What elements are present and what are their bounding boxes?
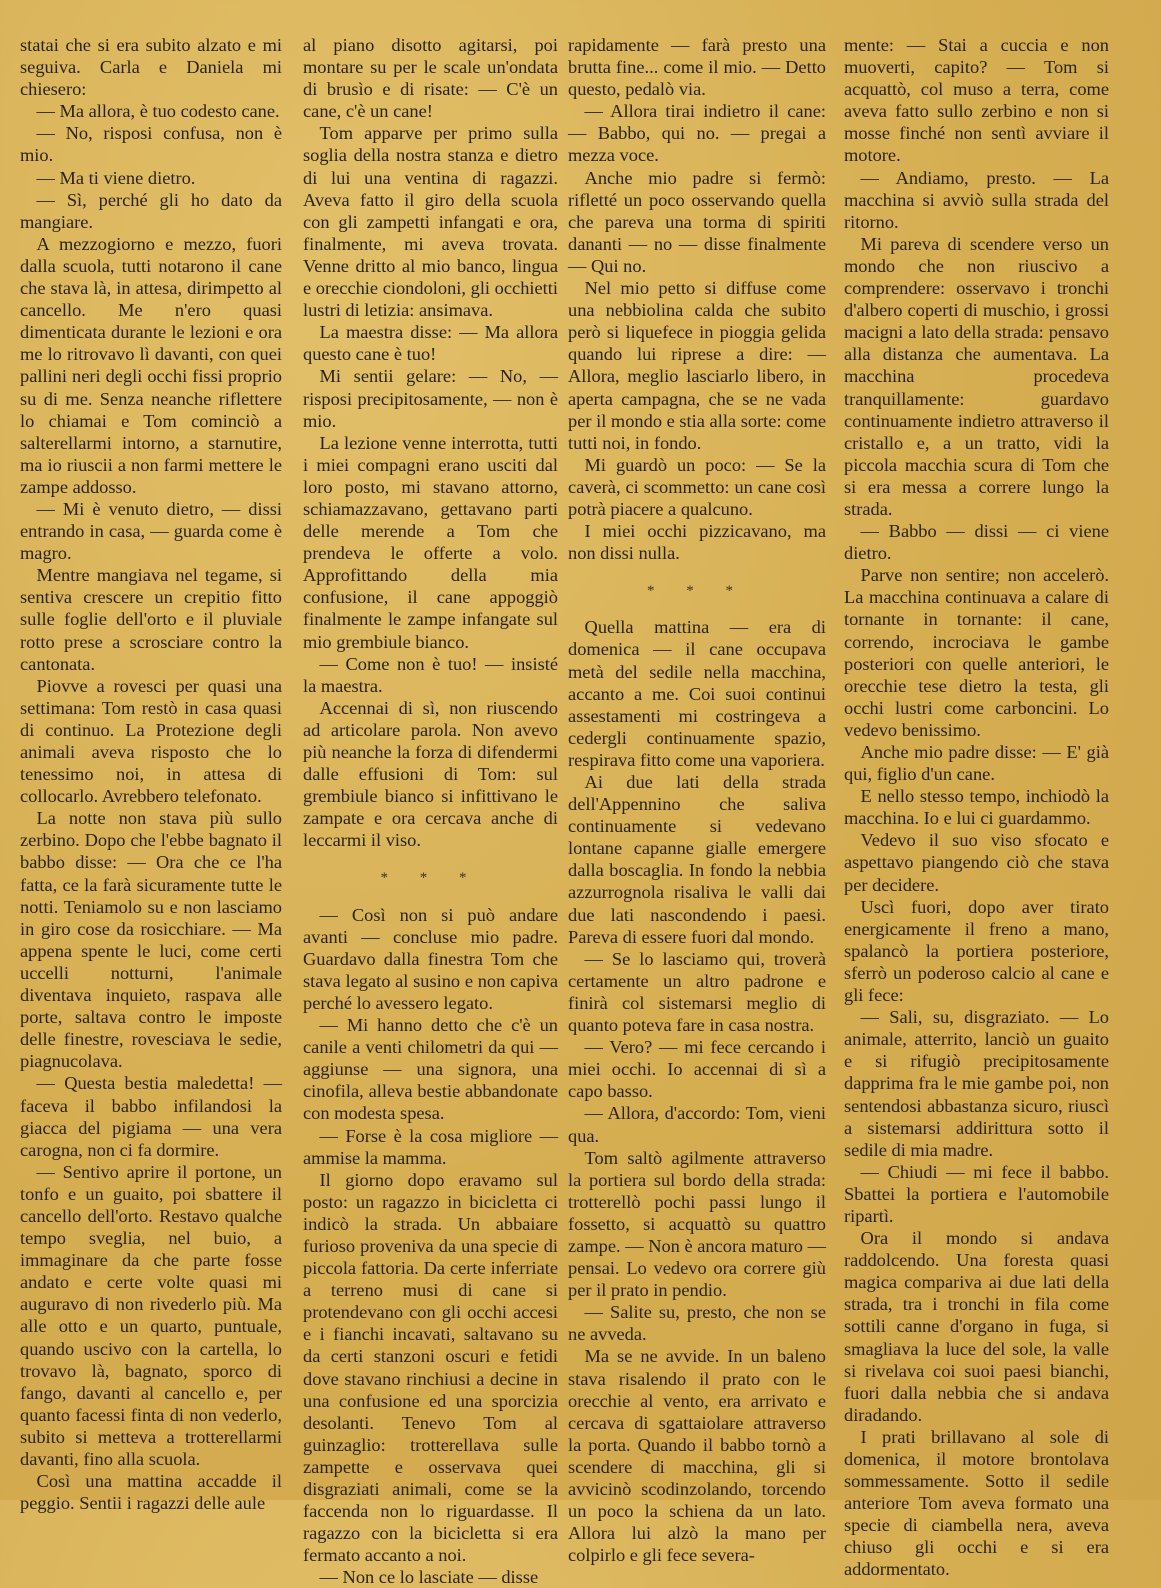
paragraph: — Ma allora, è tuo codesto cane. xyxy=(36,101,280,122)
paragraph: Parve non sentire; non accelerò. La macchina continuava a calare di tornante in tornante: il cane, correndo, incrociava le gambe posteriori con quelle anteriori, le orecchie tese dietro la testa, gli occhi lustri come carboncini. Lo vedevo benissimo. xyxy=(844,565,1109,740)
paragraph: — Mi hanno detto che c'è un canile a venti chilometri da qui — aggiunse — una signora, una cinofila, alleva bestie abbandonate con modesta spesa. xyxy=(303,1015,558,1124)
paragraph: Mentre mangiava nel tegame, si sentiva crescere un crepitio fitto sulle foglie dell'orto e il pluviale rotto prese a scrosciare contro la cantonata. xyxy=(20,565,282,674)
paragraph: — Se lo lasciamo qui, troverà certamente un altro padrone e finirà col sistemarsi meglio di quanto poteva fare in casa nostra. xyxy=(568,948,826,1036)
paragraph: Ora il mondo si andava raddolcendo. Una foresta quasi magica compariva ai due lati della strada, tra i tronchi in fila come sottili canne d'organo in fuga, si smagliava la luce del sole, la valle si rivelava coi suoi paesi bianchi, fuori dalla nebbia che si andava diradando. xyxy=(844,1228,1109,1425)
paragraph: Quella mattina — era di domenica — il cane occupava metà del sedile nella macchina, accanto a me. Coi suoi continui assestamenti mi costringeva a cedergli continuamente spazio, respirava fitto come una vaporiera. xyxy=(568,617,826,770)
paragraph: La maestra disse: — Ma allora questo cane è tuo! xyxy=(303,322,558,365)
text-column-1 xyxy=(20,34,282,1514)
paragraph: Nel mio petto si diffuse come una nebbiolina calda che subito però si liquefece in pioggia gelida quando lui riprese a dire: — Allora, meglio lasciarlo libero, in aperta campagna, che se ne vada per il mondo e stia alla sorte: come tutti noi, in fondo. xyxy=(568,278,826,453)
paragraph: E nello stesso tempo, inchiodò la macchina. Io e lui ci guardammo. xyxy=(844,786,1109,829)
paragraph: Mi sentii gelare: — No, — risposi precipitosamente, — non è mio. xyxy=(303,366,558,431)
paragraph: Tom saltò agilmente attraverso la portiera sul bordo della strada: trotterellò pochi passi lungo il fossetto, si acquattò su quattro zampe. — Non è ancora maturo — pensai. Lo vedevo ora correre giù per il prato in pendio. xyxy=(568,1147,826,1301)
paragraph: La notte non stava più sullo zerbino. Dopo che l'ebbe bagnato il babbo disse: — Ora che ce l'ha fatta, ce la farà sicuramente tutte le notti. Teniamolo su e non lasciamo in giro cose da rosicchiare. — Ma appena spente le luci, come certi uccelli notturni, l'animale diventava inquieto, raspava alle porte, saltava contro le imposte delle finestre, rovesciava le sedie, piagnucolava. xyxy=(20,808,282,1072)
paragraph: Mi pareva di scendere verso un mondo che non riuscivo a comprendere: osservavo i tronchi d'albero coperti di muschio, i grossi macigni a lato della strada: pensavo alla distanza che aumentava. La macchina procedeva tranquillamente: guardavo continuamente indietro attraverso il cristallo e, a un tratto, vidi la piccola macchia scura di Tom che si era messa a correre lungo la strada. xyxy=(844,233,1109,519)
paragraph: I miei occhi pizzicavano, ma non dissi nulla. xyxy=(568,521,826,564)
paragraph: — Vero? — mi fece cercando i miei occhi. Io accennai di sì a capo basso. xyxy=(568,1037,826,1102)
section-divider: * * * xyxy=(647,583,747,600)
paragraph: A mezzogiorno e mezzo, fuori dalla scuola, tutti notarono il cane che stava là, in attesa, dirimpetto al cancello. Me n'ero quasi dimenticata durante le lezioni e ora me lo ritrovavo lì davanti, con quei pallini neri degli occhi fissi proprio su di me. Senza neanche riflettere lo chiamai e Tom cominciò a salterellarmi intorno, a starnutire, ma io riuscii a non farmi mettere le zampe addosso. xyxy=(20,233,282,497)
paragraph: Ma se ne avvide. In un baleno stava risalendo il prato con le orecchie al vento, era arrivato e cercava di sgattaiolare attraverso la porta. Quando il babbo tornò a scendere di macchina, gli si avvicinò scodinzolando, torcendo un poco la schiena da un lato. Allora lui alzò la mano per colpirlo e gli fece severa- xyxy=(568,1346,826,1566)
paragraph: — No, risposi confusa, non è mio. xyxy=(20,123,282,166)
paragraph: — Non ce lo lasciate — disse xyxy=(319,1567,539,1588)
paragraph: — Mi è venuto dietro, — dissi entrando in casa, — guarda come è magro. xyxy=(20,498,282,564)
paragraph: Il giorno dopo eravamo sul posto: un ragazzo in bicicletta ci indicò la strada. Un abbaiare furioso proveniva da una specie di piccola fattoria. Da certe inferriate a terreno musi di cane si protendevano con gli occhi accesi e i fianchi incavati, saltavano su da certi stanzoni oscuri e fetidi dove stavano rinchiusi a decine in una confusione ed una sporcizia desolanti. Tenevo Tom al guinzaglio: trotterellava sulle zampette e osservava quei disgraziati animali, come se la faccenda non lo riguardasse. Il ragazzo con la bicicletta si era fermato accanto a noi. xyxy=(303,1169,558,1566)
paragraph: — Sali, su, disgraziato. — Lo animale, atterrito, lanciò un guaito e si rifugiò precipitosamente dapprima fra le mie gambe poi, non sentendosi abbastanza sicuro, riuscì a sistemarsi addirittura sotto il sedile di mia madre. xyxy=(844,1007,1109,1160)
paragraph: Uscì fuori, dopo aver tirato energicamente il freno a mano, spalancò la portiera posteriore, sferrò un poderoso calcio al cane e gli fece: xyxy=(844,896,1109,1006)
paragraph: — Come non è tuo! — insisté la maestra. xyxy=(303,653,558,696)
paragraph: La lezione venne interrotta, tutti i miei compagni erano usciti dal loro posto, mi stavano attorno, schiamazzavano, gettavano parti delle merende a Tom che prendeva le offerte a volo. Approfittando della mia confusione, il cane appoggiò finalmente le zampe infangate sul mio grembiule bianco. xyxy=(303,432,558,652)
paragraph: Piovve a rovesci per quasi una settimana: Tom restò in casa quasi di continuo. La Protezione degli animali aveva risposto che lo tenessimo noi, in attesa di collocarlo. Avrebbero telefonato. xyxy=(20,675,282,807)
paragraph: — Allora, d'accordo: Tom, vieni qua. xyxy=(568,1103,826,1146)
text-column-3 xyxy=(568,34,826,1566)
paragraph: — Andiamo, presto. — La macchina si avviò sulla strada del ritorno. xyxy=(844,167,1109,232)
paragraph: mente: — Stai a cuccia e non muoverti, capito? — Tom si acquattò, col muso a terra, come aveva fatto sullo zerbino e non si mosse finché non sentì avviare il motore. xyxy=(844,35,1109,166)
paragraph: — Questa bestia maledetta! — faceva il babbo infilandosi la giacca del pigiama — una vera carogna, non ci fa dormire. xyxy=(20,1073,282,1160)
paragraph: — Sì, perché gli ho dato da mangiare. xyxy=(20,189,282,232)
paragraph: Così una mattina accadde il peggio. Sentii i ragazzi delle aule xyxy=(20,1471,282,1514)
paragraph: — Ma ti viene dietro. xyxy=(36,167,196,188)
text-column-4 xyxy=(844,34,1109,1581)
paragraph: — Salite su, presto, che non se ne avveda. xyxy=(568,1302,826,1345)
paragraph: I prati brillavano al sole di domenica, il motore brontolava sommessamente. Sotto il sedile anteriore Tom aveva formato una specie di ciambella nera, aveva chiuso gli occhi e si era addormentato. xyxy=(844,1426,1109,1580)
paragraph: Ai due lati della strada dell'Appennino che saliva continuamente si vedevano lontane capanne gialle emergere dalla boscaglia. In fondo la nebbia azzurrognola risaliva le valli dai due lati nascondendo i paesi. Pareva di essere fuori dal mondo. xyxy=(568,772,826,947)
paragraph: Tom apparve per primo sulla soglia della nostra stanza e dietro di lui una ventina di ragazzi. Aveva fatto il giro della scuola con gli zampetti infangati e ora, finalmente, mi aveva trovata. Venne dritto al mio banco, lingua e orecchie ciondoloni, gli occhietti lustri di letizia: ansimava. xyxy=(303,123,558,321)
paragraph: Accennai di sì, non riuscendo ad articolare parola. Non avevo più neanche la forza di difendermi dalle effusioni di Tom: sul grembiule bianco si infittivano le zampate e ora cercava anche di leccarmi il viso. xyxy=(303,697,558,851)
paragraph: — Allora tirai indietro il cane: — Babbo, qui no. — pregai a mezza voce. xyxy=(568,101,826,166)
paragraph: Mi guardò un poco: — Se la caverà, ci scommetto: un cane così potrà piacere a qualcuno. xyxy=(568,454,826,519)
section-divider: * * * xyxy=(380,870,481,887)
paragraph: al piano disotto agitarsi, poi montare su per le scale un'ondata di brusìo e di risate: — C'è un cane, c'è un cane! xyxy=(303,35,558,122)
paragraph: — Sentivo aprire il portone, un tonfo e un guaito, poi sbattere il cancello dell'orto. Restavo qualche tempo sveglia, nel buio, a immaginare da che parte fosse andato e certe volte quasi mi auguravo di non rivederlo più. Ma alle otto e un quarto, puntuale, quando uscivo con la cartella, lo trovavo là, bagnato, sporco di fango, davanti al cancello e, per quanto facessi finta di non vederlo, subito si metteva a trotterellarmi davanti, fino alla scuola. xyxy=(20,1161,282,1469)
paragraph: statai che si era subito alzato e mi seguiva. Carla e Daniela mi chiesero: xyxy=(20,35,282,100)
paragraph: — Chiudi — mi fece il babbo. Sbattei la portiera e l'automobile ripartì. xyxy=(844,1161,1109,1226)
paragraph: — Babbo — dissi — ci viene dietro. xyxy=(844,521,1109,564)
paragraph: rapidamente — farà presto una brutta fine... come il mio. — Detto questo, pedalò via. xyxy=(568,35,826,100)
paragraph: — Così non si può andare avanti — concluse mio padre. Guardavo dalla finestra Tom che stava legato al susino e non capiva perché lo avessero legato. xyxy=(303,904,558,1013)
paragraph: Vedevo il suo viso sfocato e aspettavo piangendo ciò che stava per decidere. xyxy=(844,830,1109,895)
paragraph: — Forse è la cosa migliore — ammise la mamma. xyxy=(303,1125,558,1168)
paragraph: Anche mio padre si fermò: rifletté un poco osservando quella che pareva una torma di spiriti dananti — no — disse finalmente — Qui no. xyxy=(568,167,826,276)
text-column-2 xyxy=(303,34,558,1588)
paragraph: Anche mio padre disse: — E' già qui, figlio d'un cane. xyxy=(844,742,1109,785)
